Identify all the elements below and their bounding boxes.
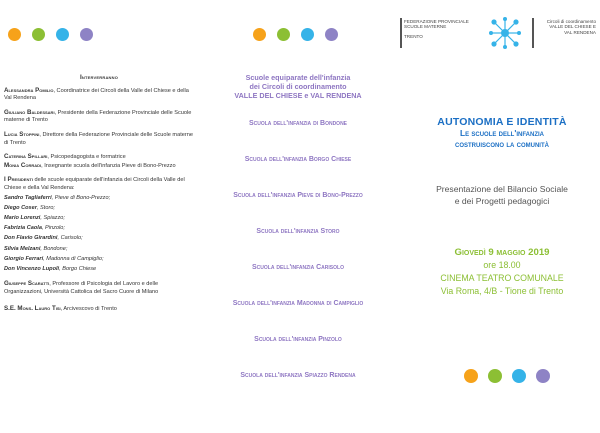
green-dot bbox=[488, 369, 502, 383]
presentation-text: Presentazione del Bilancio Sociale e dei Progetti pedagogici bbox=[436, 184, 568, 206]
blue-dot bbox=[56, 28, 69, 41]
purple-dot bbox=[325, 28, 338, 41]
school-item: Scuola dell'infanzia Borgo Chiese bbox=[244, 156, 352, 163]
blue-dot bbox=[301, 28, 314, 41]
school-item: Scuola dell'infanzia Carisolo bbox=[252, 264, 344, 271]
speaker-entry: Giuseppe Scaratti, Professore di Psicologia del Lavoro e delle Organizzazioni, Università Cattolica del Sacro Cuore di Milano bbox=[4, 280, 159, 295]
list-item: Don Vincenzo Lupoli, Borgo Chiese bbox=[4, 265, 97, 272]
cover-panel bbox=[404, 0, 600, 433]
list-item: Mario Lorenzi, Spiazzo; bbox=[4, 214, 65, 221]
purple-dot bbox=[80, 28, 93, 41]
school-item: Scuola dell'infanzia Spiazzo Rendena bbox=[240, 372, 356, 379]
federation-logo-mark bbox=[400, 18, 402, 48]
list-item: Giorgio Ferrari, Madonna di Campiglio; bbox=[4, 255, 104, 262]
speakers-heading: Interverranno bbox=[79, 74, 119, 81]
school-item: Scuola dell'infanzia Madonna di Campiglio bbox=[232, 300, 364, 307]
circoli-label: Circoli di coordinamento VALLE DEL CHIESE E VAL RENDENA bbox=[546, 19, 596, 35]
green-dot bbox=[277, 28, 290, 41]
blue-dot bbox=[512, 369, 526, 383]
orange-dot bbox=[8, 28, 21, 41]
speaker-entry: Caterina Spillari, Psicopedagogista e formatrice bbox=[4, 153, 126, 161]
speakers-panel bbox=[4, 74, 194, 320]
event-date: Giovedì 9 maggio 2019 bbox=[454, 247, 550, 258]
speaker-entry: S.E. Mons. Lauro Tisi, Arcivescovo di Trento bbox=[4, 305, 117, 313]
green-dot bbox=[32, 28, 45, 41]
event-venue: CINEMA TEATRO COMUNALE bbox=[440, 273, 564, 283]
speaker-entry: Lucia Stoppini, Direttore della Federazione Provinciale delle Scuole materne di Trento bbox=[4, 130, 193, 146]
school-item: Scuola dell'infanzia Pieve di Bono-Prezzo bbox=[233, 192, 363, 199]
speaker-entry: Monia Corradi, Insegnante scuola dell'infanzia Pieve di Bono-Prezzo bbox=[4, 161, 176, 169]
page-title: AUTONOMIA E IDENTITÀ bbox=[437, 116, 567, 128]
speaker-entry: Giuliano Baldessari, Presidente della Federazione Provinciale delle Scuole materne di Trento bbox=[4, 108, 192, 124]
event-details bbox=[404, 246, 600, 298]
presidents-list bbox=[4, 193, 194, 275]
list-item: Silvia Melzani, Bondone; bbox=[4, 245, 68, 252]
event-title bbox=[404, 116, 600, 150]
orange-dot bbox=[464, 369, 478, 383]
school-item: Scuola dell'infanzia Pinzolo bbox=[254, 336, 342, 343]
event-address: Via Roma, 4/B - Tione di Trento bbox=[440, 286, 564, 296]
list-item: Fabrizia Caola, Pinzolo; bbox=[4, 225, 65, 232]
subtitle-line1: Le scuole dell'infanzia bbox=[460, 128, 544, 138]
list-item: Diego Coser, Storo; bbox=[4, 204, 55, 211]
purple-dot bbox=[536, 369, 550, 383]
school-item: Scuola dell'infanzia Storo bbox=[256, 228, 340, 235]
schools-panel bbox=[200, 74, 396, 404]
orange-dot bbox=[253, 28, 266, 41]
federation-label: FEDERAZIONE PROVINCIALE SCUOLE MATERNE TRENTO bbox=[404, 19, 469, 39]
network-logo-icon bbox=[488, 16, 522, 50]
presidents-intro: I Presidenti delle scuole equiparate dell'infanzia dei Circoli della Valle del Chiese e della Val Rendena: bbox=[4, 176, 185, 191]
subtitle-line2: costruiscono la comunità bbox=[455, 139, 549, 149]
schools-heading-line2: dei Circoli di coordinamento bbox=[249, 81, 347, 91]
schools-heading-line3: VALLE DEL CHIESE e VAL RENDENA bbox=[234, 91, 362, 101]
list-item: Sandro Tagliaferri, Pieve di Bono-Prezzo; bbox=[4, 194, 111, 201]
speaker-entry: Alessandra Pomilio, Coordinatrice dei Circoli della Valle del Chiese e della Val Rendena bbox=[4, 86, 189, 102]
schools-heading-line1: Scuole equiparate dell'infanzia bbox=[245, 73, 351, 82]
list-item: Don Flavio Girardini, Carisolo; bbox=[4, 235, 83, 242]
school-item: Scuola dell'infanzia di Bondone bbox=[248, 120, 348, 127]
event-time: ore 18.00 bbox=[483, 260, 521, 270]
